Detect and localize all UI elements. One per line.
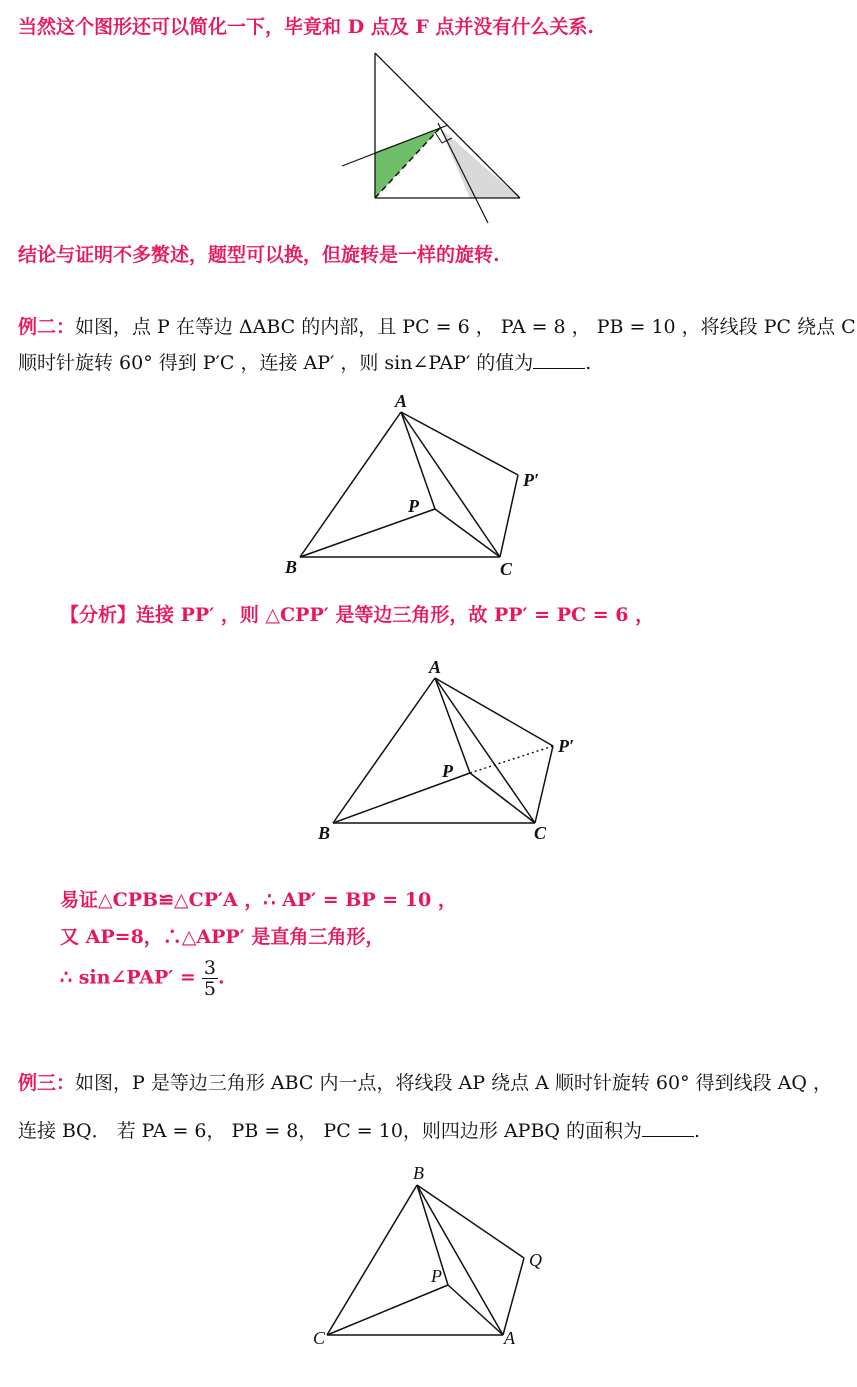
edge-CP bbox=[327, 1285, 448, 1335]
example2-text-1: 如图，点 P 在等边 ΔABC 的内部，且 PC = 6 ， PA = 8 ， PB = 10 ，将线段 PC 绕点 C bbox=[75, 316, 856, 338]
analysis-line-4 bbox=[60, 958, 225, 999]
label-P-prime: P′ bbox=[558, 736, 575, 756]
edge-BA bbox=[417, 1185, 503, 1335]
example3-line-2 bbox=[18, 1116, 700, 1143]
edge-AB bbox=[333, 678, 435, 823]
example3-period: . bbox=[694, 1120, 701, 1142]
fraction-denominator: 5 bbox=[203, 978, 216, 1000]
edge-BQ bbox=[417, 1185, 524, 1258]
label-A: A bbox=[395, 391, 408, 411]
analysis-line-4-suffix: . bbox=[217, 966, 225, 989]
example2-line-1 bbox=[18, 312, 856, 339]
figure-1 bbox=[330, 48, 530, 228]
edge-P2C bbox=[500, 475, 518, 557]
analysis-line-2: 易证△CPB≌△CP′A ，∴ AP′ = BP = 10 ， bbox=[60, 889, 457, 911]
edge-AC bbox=[435, 678, 535, 823]
fraction-numerator: 3 bbox=[203, 957, 216, 979]
label-A: A bbox=[504, 1328, 515, 1348]
intro-line-1: 当然这个图形还可以简化一下，毕竟和 D 点及 F 点并没有什么关系. bbox=[18, 16, 595, 38]
label-B: B bbox=[413, 1163, 424, 1183]
example2-text-2: 顺时针旋转 60° 得到 P′C ，连接 AP′ ，则 sin∠PAP′ 的值为 bbox=[18, 352, 534, 374]
label-B: B bbox=[285, 557, 298, 577]
label-Q: Q bbox=[529, 1250, 542, 1270]
answer-blank-1 bbox=[533, 367, 585, 369]
analysis-line-3: 又 AP=8，∴△APP′ 是直角三角形， bbox=[60, 926, 385, 948]
example3-text-1: 如图，P 是等边三角形 ABC 内一点，将线段 AP 绕点 A 顺时针旋转 60° 得到线段 AQ ， bbox=[75, 1072, 833, 1094]
edge-PC bbox=[470, 773, 535, 823]
edge-PC bbox=[435, 509, 500, 557]
figure-2 bbox=[275, 385, 575, 585]
example2-period: . bbox=[585, 352, 592, 374]
intro-line-2: 结论与证明不多赘述，题型可以换，但旋转是一样的旋转. bbox=[18, 244, 500, 266]
edge-BC bbox=[327, 1185, 417, 1335]
label-C: C bbox=[500, 559, 513, 579]
edge-AC bbox=[401, 412, 500, 557]
edge-P2C bbox=[535, 746, 553, 823]
example2-line-2 bbox=[18, 348, 591, 375]
label-P-prime: P′ bbox=[523, 470, 540, 490]
label-P: P bbox=[442, 761, 453, 781]
analysis-line-4-prefix: ∴ sin∠PAP′ = bbox=[60, 966, 196, 989]
edge-PA bbox=[448, 1285, 503, 1335]
edge-BP bbox=[300, 509, 435, 557]
label-C: C bbox=[534, 823, 547, 843]
example3-text-2: 连接 BQ． 若 PA = 6， PB = 8， PC = 10，则四边形 APBQ 的面积为 bbox=[18, 1120, 643, 1142]
figure-3 bbox=[305, 653, 595, 848]
edge-AP2 bbox=[435, 678, 553, 746]
edge-AP2 bbox=[401, 412, 518, 475]
example3-line-1 bbox=[18, 1068, 832, 1095]
label-A: A bbox=[429, 657, 442, 677]
label-C: C bbox=[313, 1328, 326, 1348]
figure-4 bbox=[305, 1160, 565, 1355]
edge-AB bbox=[300, 412, 401, 557]
analysis-line-1: 【分析】连接 PP′ ，则 △CPP′ 是等边三角形，故 PP′ = PC = 6 ， bbox=[60, 604, 655, 626]
fraction bbox=[202, 958, 218, 999]
label-P: P bbox=[408, 496, 419, 516]
edge-QA bbox=[503, 1258, 524, 1335]
example2-label: 例二： bbox=[18, 316, 76, 338]
edge-AP bbox=[401, 412, 435, 509]
label-P: P bbox=[431, 1266, 442, 1286]
example3-label: 例三： bbox=[18, 1072, 76, 1094]
answer-blank-2 bbox=[642, 1135, 694, 1137]
label-B: B bbox=[318, 823, 331, 843]
edge-AP bbox=[435, 678, 470, 773]
dotted-PP2 bbox=[470, 746, 553, 773]
